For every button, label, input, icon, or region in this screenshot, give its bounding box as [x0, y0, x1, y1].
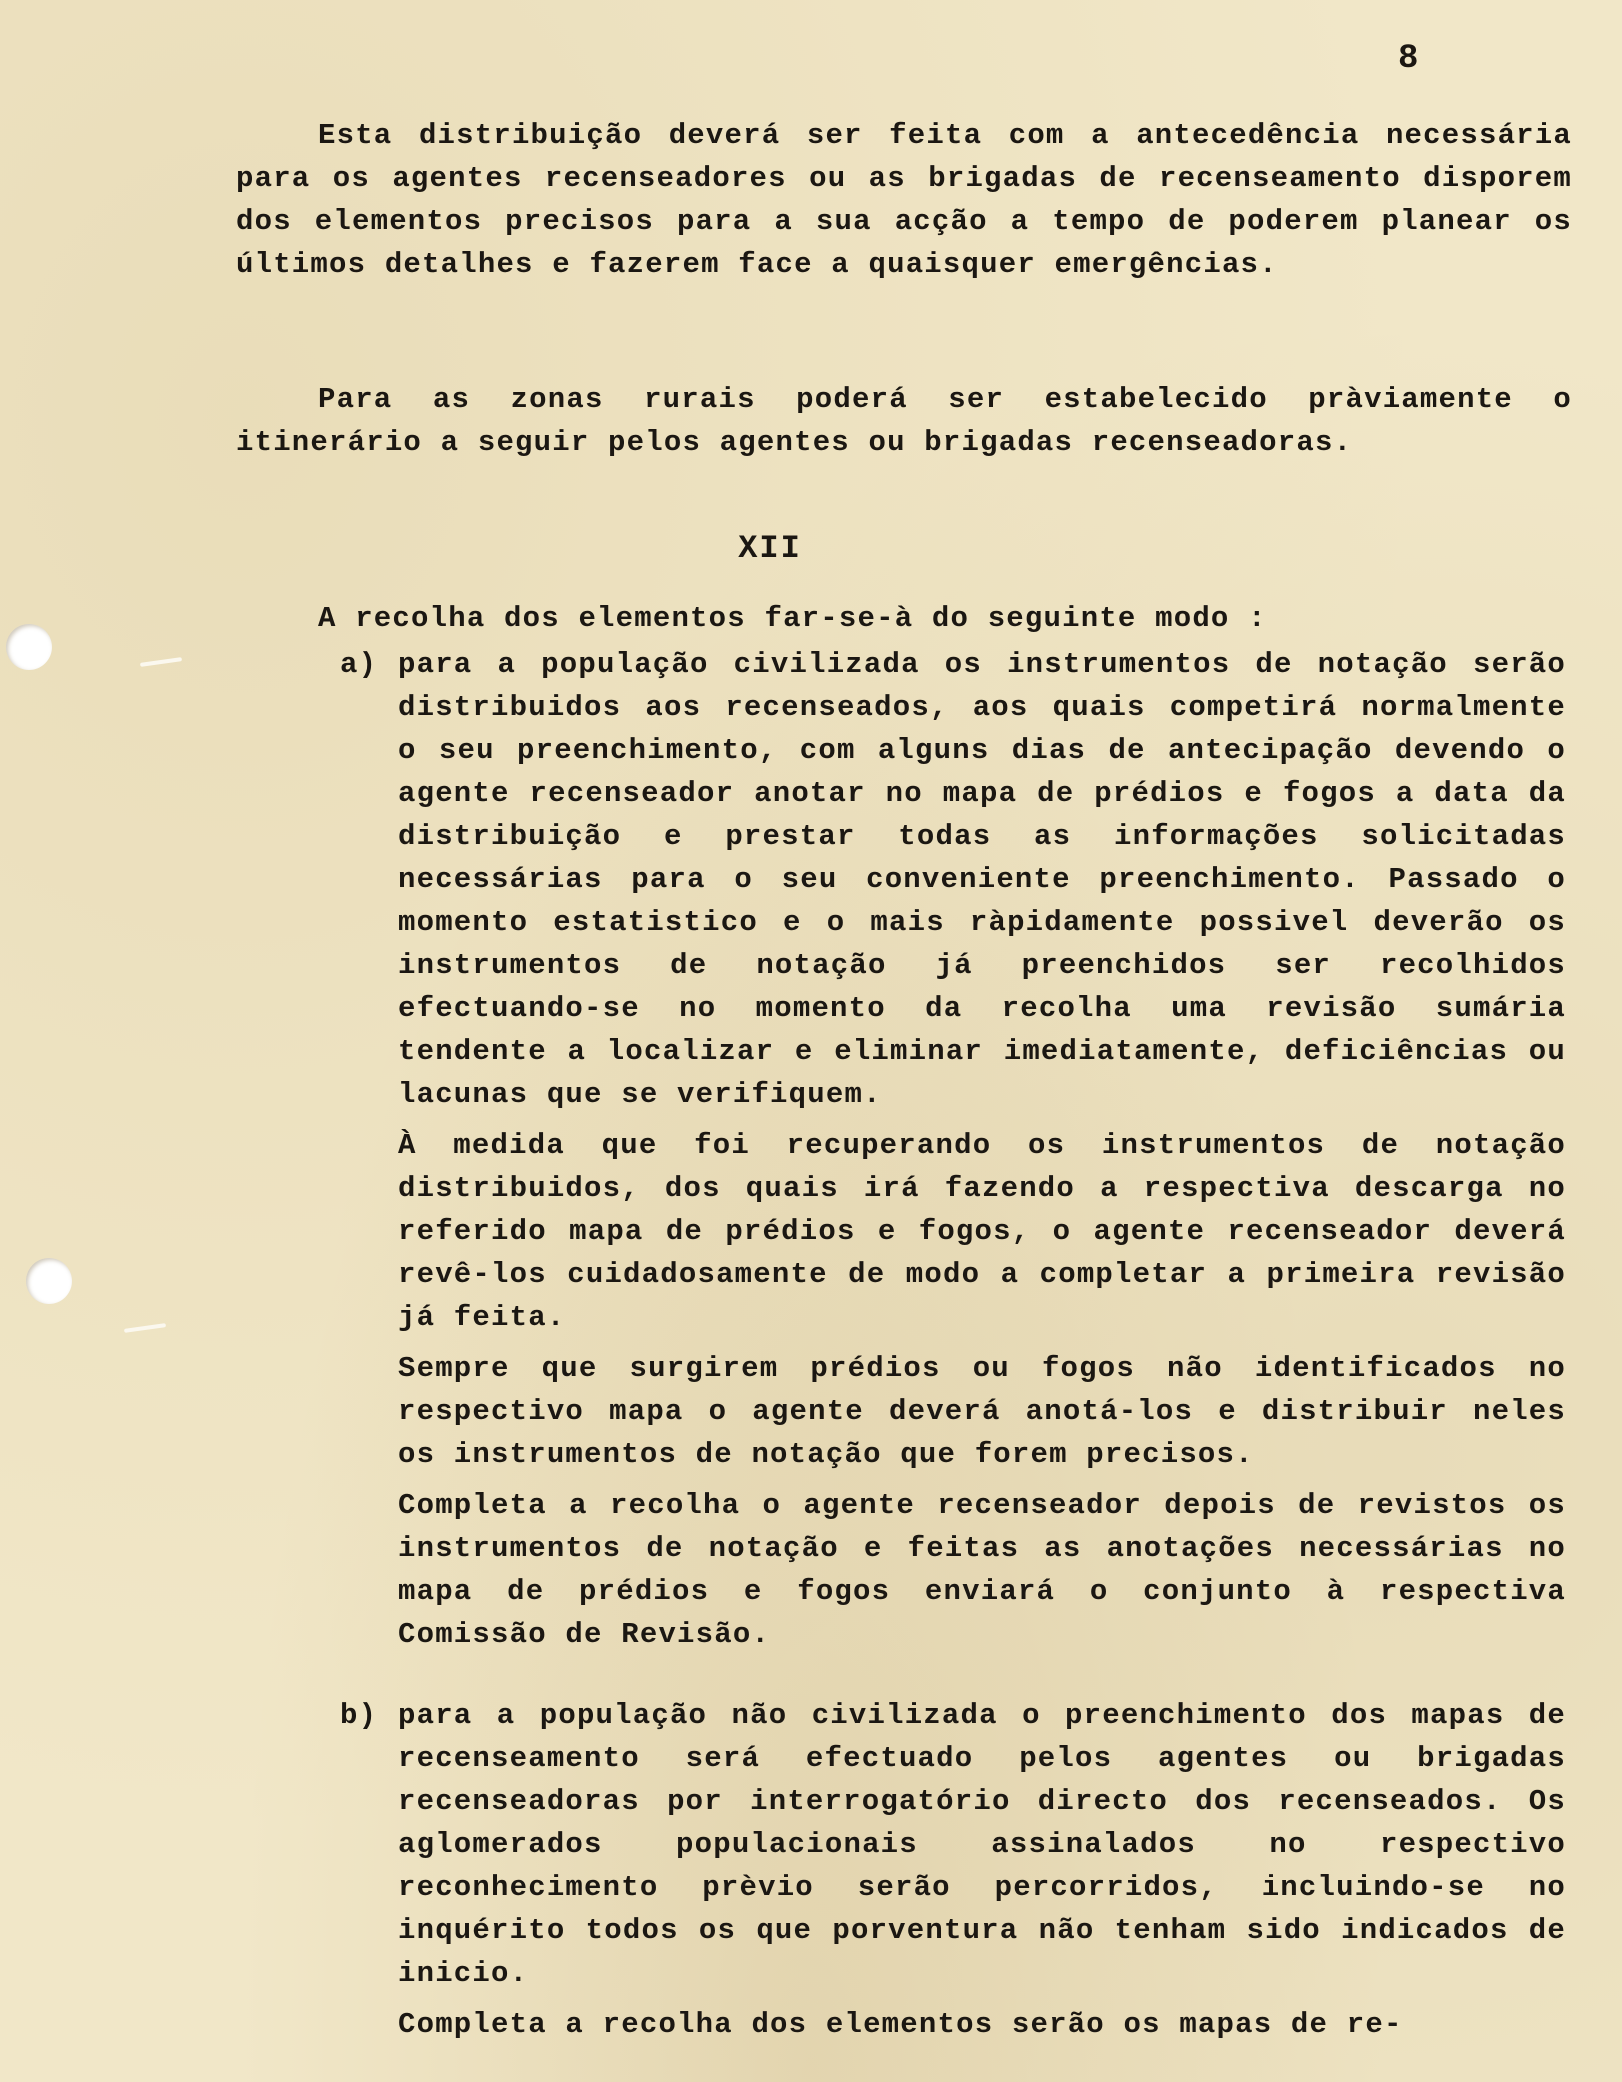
paper-tear: [140, 657, 182, 667]
section-heading: XII: [738, 530, 802, 567]
list-item-paragraph: Completa a recolha o agente recenseador depois de revistos os instrumentos de notação e feitas as anotações necessárias no mapa de prédios e fogos enviará o conjunto à respectiva Comissão de Revisão.: [398, 1489, 1566, 1651]
list-item-marker: a): [340, 648, 378, 681]
list-item-paragraph: À medida que foi recuperando os instrumentos de notação distribuidos, dos quais irá fazendo a respectiva descarga no referido mapa de prédios e fogos, o agente recenseador deverá revê-los cuidadosamente de modo a completar a primeira revisão já feita.: [398, 1129, 1566, 1334]
page-number: 8: [1398, 40, 1420, 78]
list-item-paragraph: para a população não civilizada o preenchimento dos mapas de recenseamento será efectuado pelos agentes ou brigadas recenseadoras por interrogatório directo dos recenseados. Os aglomerados populacionais assinalados no respectivo reconhecimento prèvio serão percorridos, incluindo-se no inquérito todos os que porventura não tenham sido indicados de inicio.: [398, 1699, 1566, 1990]
paragraph: Esta distribuição deverá ser feita com a antecedência necessária para os agentes recenseadores ou as brigadas de recenseamento disporem dos elementos precisos para a sua acção a tempo de poderem planear os últimos detalhes e fazerem face a quaisquer emergências.: [236, 119, 1572, 281]
paper-tear: [124, 1323, 166, 1333]
punch-hole: [6, 624, 52, 670]
list-item: [340, 643, 1566, 1656]
paragraph: Para as zonas rurais poderá ser estabelecido pràviamente o itinerário a seguir pelos agentes ou brigadas recenseadoras.: [236, 383, 1572, 459]
list-item-marker: b): [340, 1699, 378, 1732]
list-item-paragraph: para a população civilizada os instrumentos de notação serão distribuidos aos recenseados, aos quais competirá normalmente o seu preenchimento, com alguns dias de antecipação devendo o agente recenseador anotar no mapa de prédios e fogos a data da distribuição e prestar todas as informações solicitadas necessárias para o seu conveniente preenchimento. Passado o momento estatistico e o mais ràpidamente possivel deverão os instrumentos de notação já preenchidos ser recolhidos efectuando-se no momento da recolha uma revisão sumária tendente a localizar e eliminar imediatamente, deficiências ou lacunas que se verifiquem.: [398, 648, 1566, 1111]
list-item-paragraph: Sempre que surgirem prédios ou fogos não identificados no respectivo mapa o agente deverá anotá-los e distribuir neles os instrumentos de notação que forem precisos.: [398, 1352, 1566, 1471]
list-item-paragraph: Completa a recolha dos elementos serão os mapas de re-: [398, 2008, 1403, 2041]
section-intro: A recolha dos elementos far-se-à do seguinte modo :: [318, 602, 1267, 635]
punch-hole: [26, 1258, 72, 1304]
list-item: [340, 1694, 1566, 2046]
